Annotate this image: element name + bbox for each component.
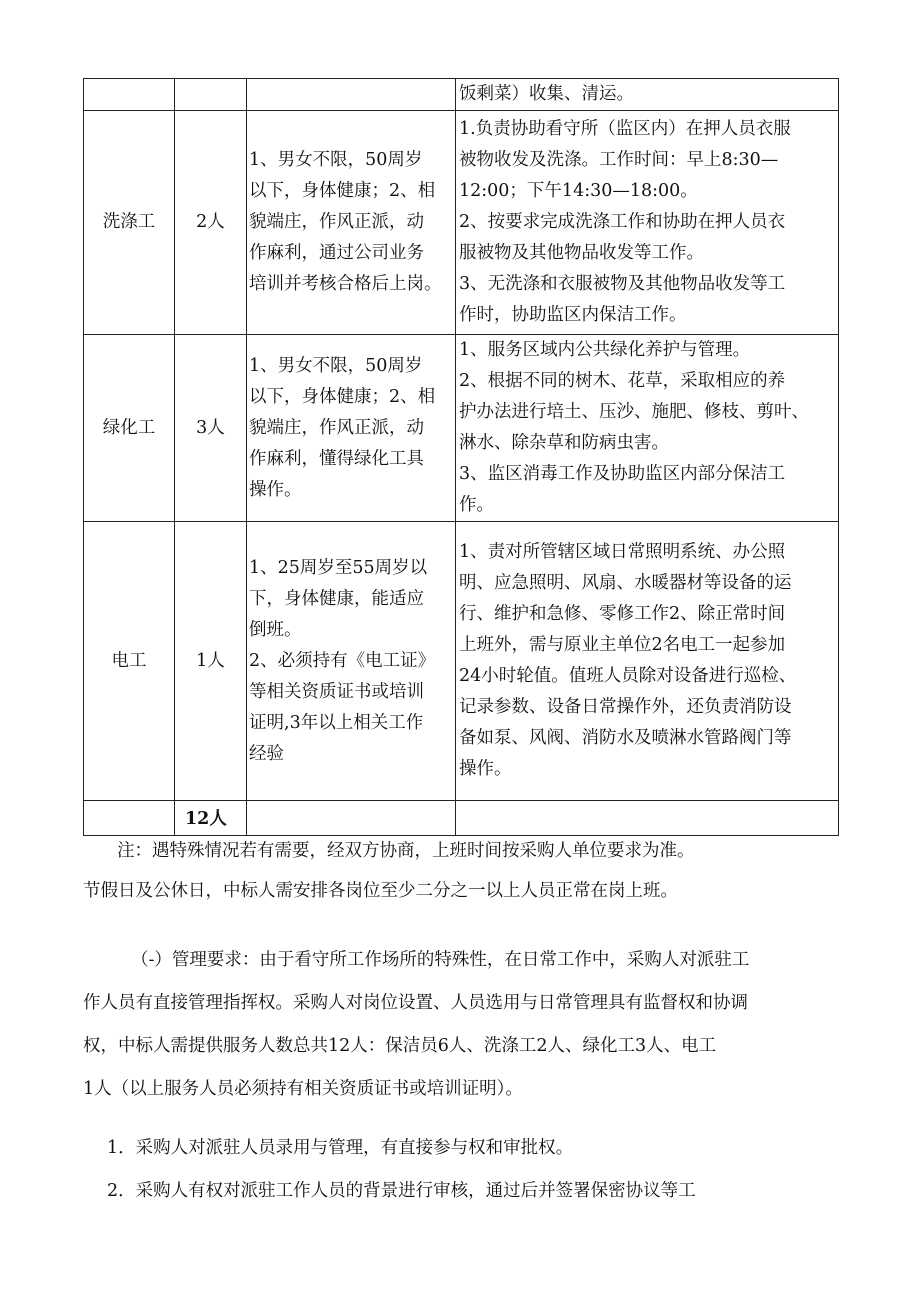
requirements-line: 貌端庄，作风正派，动 (249, 417, 424, 438)
note-line-2: 节假日及公休日，中标人需安排各岗位至少二分之一以上人员正常在岗上班。 (83, 881, 678, 901)
duties-line: 作。 (459, 495, 494, 515)
total-empty-cell (456, 801, 839, 836)
requirements-line: 等相关资质证书或培训 (249, 681, 424, 702)
requirements-cell (247, 79, 456, 111)
post-cell: 电工 (84, 522, 175, 801)
staff-table-body (84, 79, 839, 836)
requirements-line: 1、25周岁至55周岁以 (249, 557, 428, 578)
requirements-line: 以下，身体健康；2、相 (249, 181, 436, 201)
table-row (84, 111, 839, 335)
management-line: 作人员有直接管理指挥权。采购人对岗位设置、人员选用与日常管理具有监督权和协调 (83, 993, 748, 1013)
table-row (84, 522, 839, 801)
duties-line: 1.负责协助看守所（监区内）在押人员衣服 (459, 119, 791, 139)
post-cell: 绿化工 (84, 335, 175, 522)
count-cell: 3人 (175, 335, 247, 522)
duties-cell (456, 111, 839, 335)
duties-cell (456, 335, 839, 522)
duties-line: 3、监区消毒工作及协助监区内部分保洁工 (459, 464, 786, 484)
requirements-line: 作麻利，通过公司业务 (249, 243, 424, 263)
duties-line: 操作。 (459, 759, 512, 779)
requirements-cell (247, 335, 456, 522)
duties-line: 上班外，需与原业主单位2名电工一起参加 (459, 635, 786, 655)
duties-line: 1、服务区域内公共绿化养护与管理。 (459, 340, 751, 360)
table-total-row (84, 801, 839, 836)
total-count-cell: 12人 (175, 801, 247, 836)
staff-table (83, 78, 839, 836)
management-line: （-）管理要求：由于看守所工作场所的特殊性，在日常工作中，采购人对派驻工 (131, 950, 750, 970)
duties-line: 2、按要求完成洗涤工作和协助在押人员衣 (459, 212, 786, 232)
duties-line: 作时，协助监区内保洁工作。 (459, 305, 687, 325)
table-row (84, 79, 839, 111)
management-line: 1人（以上服务人员必须持有相关资质证书或培训证明）。 (83, 1079, 523, 1099)
duties-line: 行、维护和急修、零修工作2、除正常时间 (459, 604, 786, 624)
note-line-1: 注：遇特殊情况若有需要，经双方协商，上班时间按采购人单位要求为准。 (117, 841, 695, 861)
total-empty-cell (247, 801, 456, 836)
requirements-cell (247, 111, 456, 335)
requirements-line: 培训并考核合格后上岗。 (249, 274, 442, 294)
post-cell (84, 79, 175, 111)
requirements-line: 作麻利，懂得绿化工具 (249, 448, 424, 469)
requirements-line: 2、必须持有《电工证》 (249, 650, 436, 671)
requirements-line: 下，身体健康，能适应 (249, 588, 424, 609)
requirements-cell (247, 522, 456, 801)
duties-line: 记录参数、设备日常操作外，还负责消防设 (459, 697, 792, 717)
count-cell (175, 79, 247, 111)
requirements-line: 以下，身体健康；2、相 (249, 386, 436, 407)
table-row (84, 335, 839, 522)
item-1: 1．采购人对派驻人员录用与管理，有直接参与权和审批权。 (107, 1138, 574, 1158)
duties-line: 3、无洗涤和衣服被物及其他物品收发等工 (459, 274, 786, 294)
requirements-line: 貌端庄，作风正派，动 (249, 212, 424, 232)
requirements-line: 倒班。 (249, 619, 302, 640)
requirements-line: 经验 (249, 743, 284, 764)
duties-cell (456, 522, 839, 801)
duties-line: 护办法进行培土、压沙、施肥、修枝、剪叶、 (459, 402, 809, 422)
count-cell: 1人 (175, 522, 247, 801)
duties-line: 2、根据不同的树木、花草，采取相应的养 (459, 371, 786, 391)
duties-line: 被物收发及洗涤。工作时间：早上8:30— (459, 150, 779, 170)
duties-line: 服被物及其他物品收发等工作。 (459, 243, 704, 263)
requirements-line: 操作。 (249, 479, 302, 500)
duties-line: 1、责对所管辖区域日常照明系统、办公照 (459, 542, 786, 562)
requirements-line: 1、男女不限，50周岁 (249, 355, 423, 376)
duties-line: 明、应急照明、风扇、水暖器材等设备的运 (459, 573, 792, 593)
count-cell: 2人 (175, 111, 247, 335)
duties-line: 备如泵、风阀、消防水及喷淋水管路阀门等 (459, 728, 792, 748)
duties-cell (456, 79, 839, 111)
total-empty-cell (84, 801, 175, 836)
item-2: 2．采购人有权对派驻工作人员的背景进行审核，通过后并签署保密协议等工 (107, 1181, 696, 1201)
post-cell: 洗涤工 (84, 111, 175, 335)
duties-line: 24小时轮值。值班人员除对设备进行巡检、 (459, 666, 797, 686)
requirements-line: 1、男女不限，50周岁 (249, 150, 423, 170)
management-line: 权，中标人需提供服务人数总共12人：保洁员6人、洗涤工2人、绿化工3人、电工 (83, 1036, 717, 1056)
management-paragraph (83, 938, 843, 1111)
duties-line: 12:00；下午14:30—18:00。 (459, 181, 698, 201)
duties-line: 饭剩菜）收集、清运。 (459, 84, 634, 104)
requirements-line: 证明,3年以上相关工作 (249, 712, 424, 733)
duties-line: 淋水、除杂草和防病虫害。 (459, 433, 669, 453)
